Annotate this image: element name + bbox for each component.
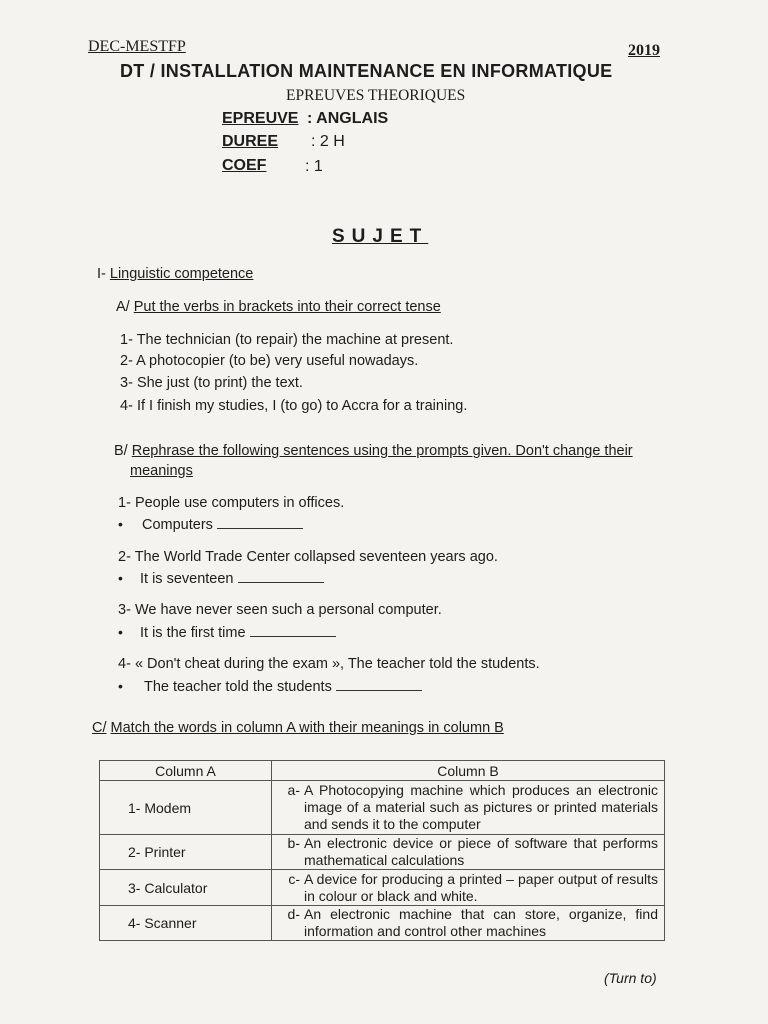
item-text: « Don't cheat during the exam », The teacher told the students. <box>134 656 540 672</box>
part-a-item <box>120 353 418 369</box>
part-b-item <box>118 495 344 511</box>
option-text: An electronic device or piece of software that performs mathematical calculations <box>304 835 658 868</box>
org-label: DEC-MESTFP <box>88 38 186 55</box>
epreuve-value: : ANGLAIS <box>307 110 389 127</box>
part-b-prompt <box>118 678 422 695</box>
answer-blank <box>217 516 303 529</box>
part-b-item <box>118 549 498 565</box>
item-text: She just (to print) the text. <box>136 375 303 391</box>
column-a-header: Column A <box>100 761 272 781</box>
column-b-cell <box>272 906 665 941</box>
item-number: 3- <box>118 602 131 618</box>
table-row <box>100 781 665 835</box>
item-text: If I finish my studies, I (to go) to Accra for a training. <box>136 398 468 414</box>
coef-label: COEF <box>222 157 267 174</box>
table-row <box>100 835 665 870</box>
answer-blank <box>238 570 324 583</box>
part-b-prefix: B/ <box>114 443 128 459</box>
bullet-icon: • <box>118 516 123 532</box>
item-number: 2- <box>120 353 133 369</box>
column-b-cell <box>272 870 665 906</box>
part-b-instruction-cont: meanings <box>130 463 193 479</box>
part-a-item <box>120 398 467 414</box>
part-a-prefix: A/ <box>116 299 130 315</box>
table-row <box>100 870 665 906</box>
column-a-cell: 1- Modem <box>100 781 272 835</box>
year-label: 2019 <box>628 42 660 59</box>
matching-table <box>99 760 665 941</box>
option-text: A Photocopying machine which produces an electronic image of a material such as pictures or printed materials and sends it to the computer <box>304 782 658 832</box>
option-letter: c- <box>288 870 300 887</box>
answer-blank <box>336 678 422 691</box>
table-header-row <box>100 761 665 781</box>
item-text: The World Trade Center collapsed seventeen years ago. <box>134 549 498 565</box>
item-text: A photocopier (to be) very useful nowadays. <box>136 353 419 369</box>
prompt-text: It is seventeen <box>140 571 234 587</box>
prompt-text: Computers <box>142 517 213 533</box>
section-1-heading <box>97 266 253 282</box>
duree-label: DUREE <box>222 133 279 150</box>
item-text: We have never seen such a personal computer. <box>134 602 442 618</box>
column-b-header: Column B <box>272 761 665 781</box>
part-c-prefix: C/ <box>92 720 107 736</box>
bullet-icon: • <box>118 570 123 586</box>
part-a-heading <box>116 299 441 315</box>
part-b-prompt <box>118 516 303 533</box>
column-a-cell: 2- Printer <box>100 835 272 870</box>
item-number: 1- <box>118 495 131 511</box>
prompt-text: It is the first time <box>140 625 246 641</box>
part-c-instruction: Match the words in column A with their meanings in column B <box>110 720 504 736</box>
part-a-item <box>120 375 303 391</box>
item-text: People use computers in offices. <box>134 495 345 511</box>
duree-value: : 2 H <box>311 133 345 150</box>
answer-blank <box>250 624 336 637</box>
turn-over-note: (Turn to) <box>604 970 657 986</box>
option-letter: d- <box>287 906 300 922</box>
item-number: 3- <box>120 375 133 391</box>
item-number: 2- <box>118 549 131 565</box>
item-text: The technician (to repair) the machine at present. <box>136 332 454 348</box>
sujet-heading: SUJET <box>332 226 429 247</box>
option-letter: b- <box>287 835 300 851</box>
part-b-instruction: Rephrase the following sentences using the prompts given. Don't change their <box>131 443 633 459</box>
part-b-prompt <box>118 570 324 587</box>
exam-subtitle: EPREUVES THEORIQUES <box>286 87 466 104</box>
part-b-item <box>118 602 442 618</box>
column-b-cell <box>272 781 665 835</box>
column-b-cell <box>272 835 665 870</box>
option-text: A device for producing a printed – paper output of results in colour or black and white. <box>304 870 658 904</box>
item-number: 1- <box>120 332 133 348</box>
option-letter: a- <box>287 782 300 798</box>
item-number: 4- <box>120 398 133 414</box>
table-row <box>100 906 665 941</box>
coef-value: : 1 <box>305 158 323 175</box>
bullet-icon: • <box>118 678 123 694</box>
exam-title: DT / INSTALLATION MAINTENANCE EN INFORMATIQUE <box>120 61 613 81</box>
section-1-title: Linguistic competence <box>109 266 254 282</box>
part-a-item <box>120 332 453 348</box>
part-b-item <box>118 656 540 672</box>
epreuve-label: EPREUVE <box>222 110 299 127</box>
part-b-heading <box>114 443 633 459</box>
part-b-prompt <box>118 624 336 641</box>
column-a-cell: 3- Calculator <box>100 870 272 906</box>
part-a-instruction: Put the verbs in brackets into their correct tense <box>133 299 441 315</box>
option-text: An electronic machine that can store, organize, find information and control other machines <box>304 906 658 939</box>
section-1-prefix: I- <box>97 266 106 282</box>
item-number: 4- <box>118 656 131 672</box>
prompt-text: The teacher told the students <box>144 679 332 695</box>
part-c-heading <box>92 720 504 736</box>
bullet-icon: • <box>118 624 123 640</box>
column-a-cell: 4- Scanner <box>100 906 272 941</box>
